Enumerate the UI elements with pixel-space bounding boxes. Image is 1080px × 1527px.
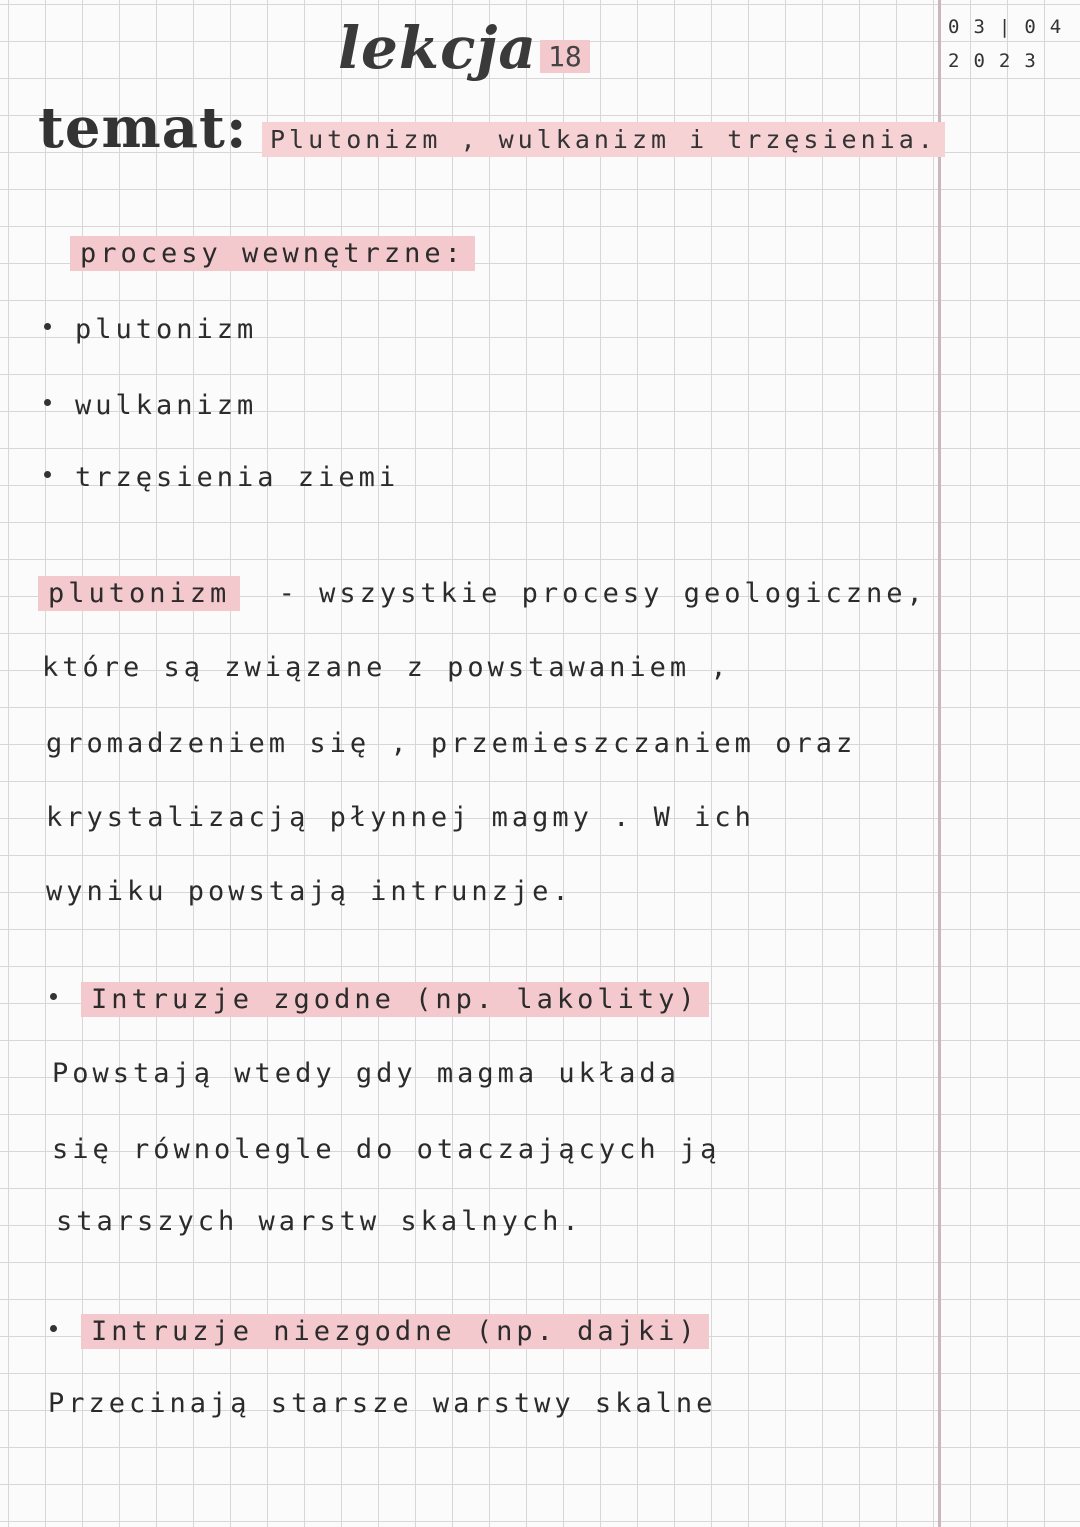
intrusion-line: starszych warstw skalnych. — [56, 1206, 583, 1237]
margin-line — [938, 0, 941, 1527]
plutonism-term: plutonizm — [38, 576, 240, 611]
processes-heading-text: procesy wewnętrzne: — [70, 236, 475, 271]
definition-line: gromadzeniem się , przemieszczaniem oraz — [46, 728, 857, 759]
topic-label: temat: — [38, 95, 248, 161]
process-item-label: plutonizm — [75, 314, 258, 345]
intrusion-heading-text: Intruzje zgodne (np. lakolity) — [81, 982, 709, 1017]
plutonism-definition-line — [38, 578, 927, 609]
process-item — [44, 314, 257, 345]
intrusion-line: Przecinają starsze warstwy skalne — [48, 1388, 717, 1419]
intrusion-line: się równolegle do otaczających ją — [52, 1134, 721, 1165]
date-bottom: 2023 — [948, 50, 1050, 72]
intrusion-heading-text: Intruzje niezgodne (np. dajki) — [81, 1314, 709, 1349]
lesson-title: lekcja — [338, 14, 538, 82]
bullet-icon — [44, 399, 51, 406]
topic-text: Plutonizm , wulkanizm i trzęsienia. — [262, 122, 945, 157]
bullet-icon — [50, 993, 57, 1000]
intrusion-heading — [50, 984, 709, 1015]
bullet-icon — [50, 1325, 57, 1332]
bullet-icon — [44, 471, 51, 478]
bullet-icon — [44, 323, 51, 330]
definition-text: - wszystkie procesy geologiczne, — [278, 578, 927, 609]
definition-line: krystalizacją płynnej magmy . W ich — [46, 802, 755, 833]
intrusion-heading — [50, 1316, 709, 1347]
process-item — [44, 390, 257, 421]
lesson-number: 18 — [540, 40, 590, 73]
definition-line: wyniku powstają intrunzje. — [46, 876, 573, 907]
date — [948, 10, 1076, 78]
process-item-label: trzęsienia ziemi — [75, 462, 400, 493]
intrusion-line: Powstają wtedy gdy magma układa — [52, 1058, 680, 1089]
process-item — [44, 462, 399, 493]
process-item-label: wulkanizm — [75, 390, 258, 421]
definition-line: które są związane z powstawaniem , — [42, 652, 731, 683]
date-top: 03|04 — [948, 16, 1076, 38]
processes-heading — [70, 238, 475, 269]
